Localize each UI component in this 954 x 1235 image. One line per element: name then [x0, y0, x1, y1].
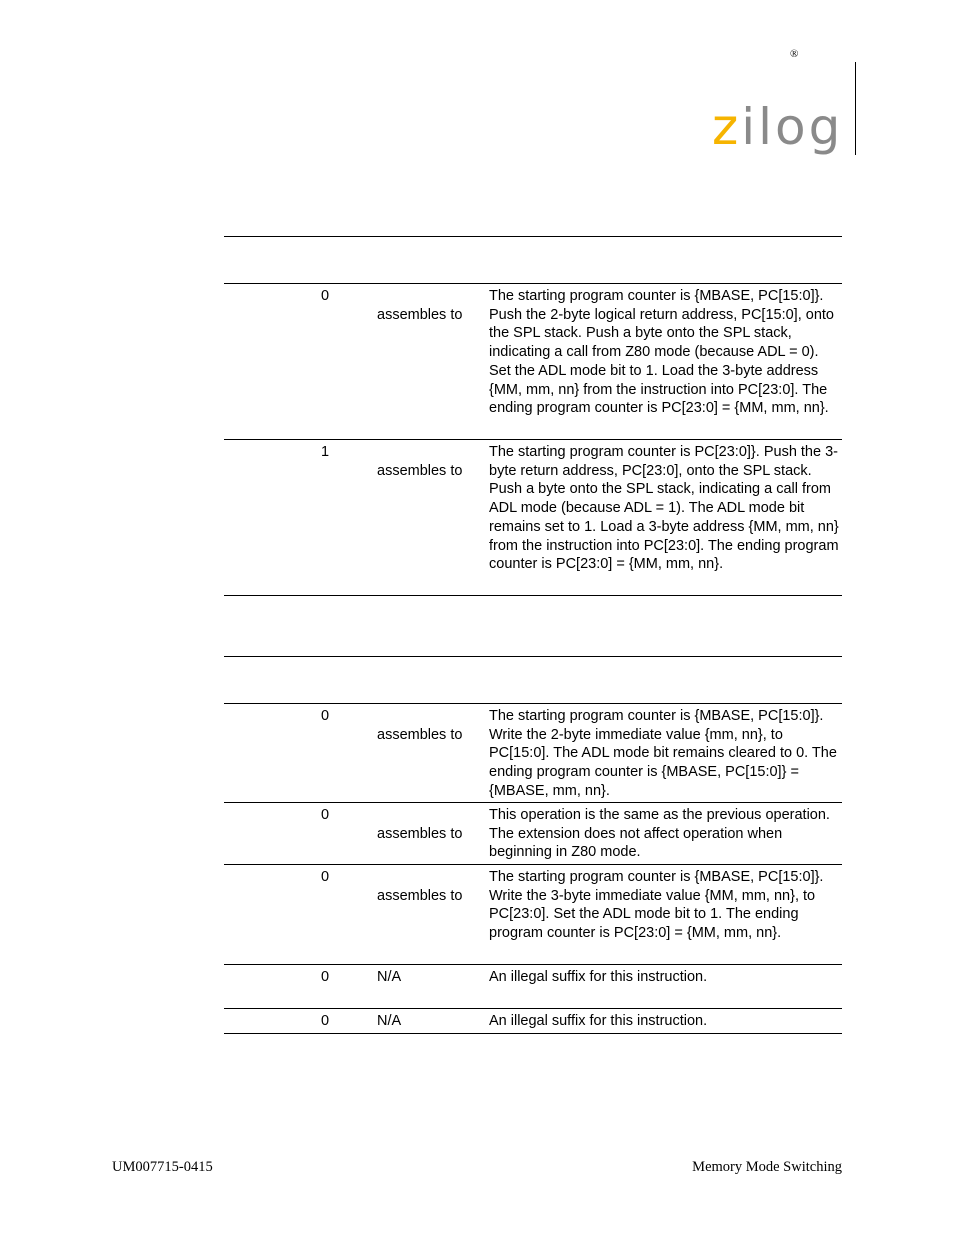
adl-value: 0: [321, 869, 330, 885]
adl-value: 0: [321, 1013, 330, 1029]
table2-top-rule: [224, 656, 842, 657]
description: The starting program counter is {MBASE, PC[15:0]}. Push the 2-byte logical return address, PC[15:0], onto the SPL stack. Push a byte onto the SPL stack, indicating a call from Z80 mode (because ADL = 0). Set the ADL mode bit to 1. Load the 3-byte address {MM, mm, nn} from the instruction into PC[23:0]. The ending program counter is PC[23:0] = {MM, mm, nn}.: [489, 288, 834, 417]
assembles-to: N/A: [377, 969, 402, 985]
header-divider: [855, 62, 856, 155]
description: The starting program counter is {MBASE, PC[15:0]}. Write the 3-byte immediate value {MM, mm, nn}, to PC[23:0]. Set the ADL mode bit to 1. The ending program counter is PC[23:0] = {MM, mm, nn}.: [489, 869, 824, 942]
description: An illegal suffix for this instruction.: [489, 1013, 708, 1029]
table-row: [224, 1009, 842, 1034]
description: An illegal suffix for this instruction.: [489, 969, 708, 985]
table-row: [224, 440, 842, 596]
description: This operation is the same as the previous operation. The extension does not affect operation when beginning in Z80 mode.: [489, 807, 830, 861]
registered-mark: ®: [790, 48, 799, 60]
assembles-to: assembles to: [377, 462, 463, 479]
table-row: [224, 803, 842, 865]
assembles-to: N/A: [377, 1013, 402, 1029]
assembles-to: assembles to: [377, 887, 463, 904]
footer-section: Memory Mode Switching: [692, 1159, 842, 1175]
adl-value: 0: [321, 969, 330, 985]
zilog-logo: zilog: [712, 98, 844, 156]
adl-value: 0: [321, 807, 330, 823]
adl-value: 1: [321, 444, 330, 460]
table-row: [224, 704, 842, 803]
assembles-to: assembles to: [377, 825, 463, 842]
table-row: [224, 284, 842, 440]
adl-value: 0: [321, 288, 330, 304]
table-row: [224, 965, 842, 1009]
description: The starting program counter is PC[23:0]}. Push the 3-byte return address, PC[23:0], onto the SPL stack. Push a byte onto the SPL stack, indicating a call from ADL mode (because ADL = 1). The ADL mode bit remains set to 1. Load a 3-byte address {MM, mm, nn} from the instruction into PC[23:0]. The ending program counter is PC[23:0] = {MM, mm, nn}.: [489, 444, 839, 573]
footer-doc-id: UM007715-0415: [112, 1159, 213, 1175]
assembles-to: assembles to: [377, 306, 463, 323]
assembles-to: assembles to: [377, 726, 463, 743]
table-row: [224, 865, 842, 965]
adl-value: 0: [321, 708, 330, 724]
table1-top-rule: [224, 236, 842, 237]
description: The starting program counter is {MBASE, PC[15:0]}. Write the 2-byte immediate value {mm, nn}, to PC[15:0]. The ADL mode bit remains cleared to 0. The ending program counter is {MBASE, PC[15:0]} = {MBASE, mm, nn}.: [489, 708, 837, 799]
